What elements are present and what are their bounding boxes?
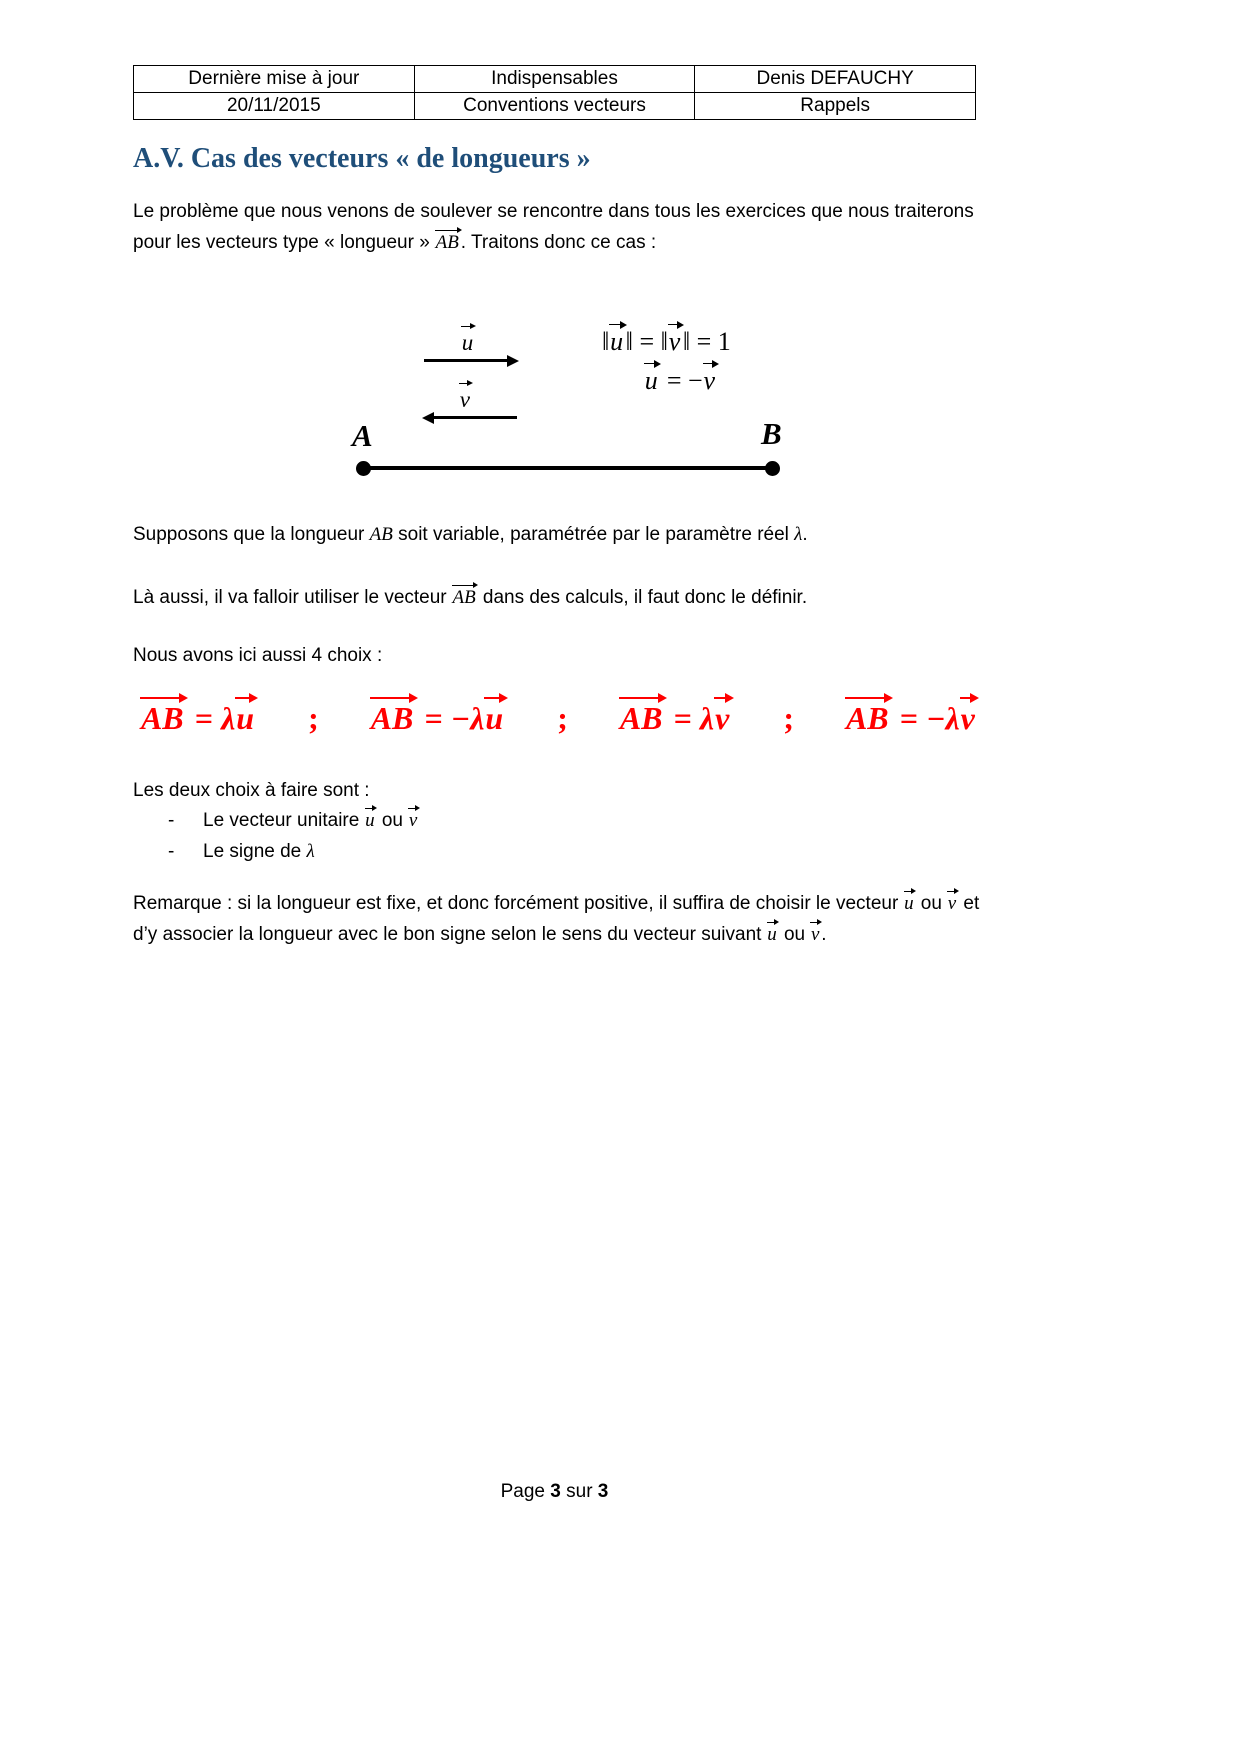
text-run: Supposons que la longueur bbox=[133, 524, 370, 545]
text-run: ou bbox=[376, 810, 409, 831]
header-author: Denis DEFAUCHY bbox=[695, 66, 976, 93]
page-total: 3 bbox=[597, 1481, 609, 1502]
vector-ab-notation: AB bbox=[370, 696, 417, 736]
text-run: d’y associer la longueur avec le bon signe selon le sens du vecteur suivant bbox=[133, 924, 767, 945]
header-row bbox=[134, 66, 976, 93]
separator: ; bbox=[308, 700, 319, 737]
lambda-symbol: λ bbox=[794, 524, 803, 545]
point-b-label: B bbox=[761, 416, 782, 451]
norm-equation bbox=[602, 323, 731, 357]
v-vector-symbol: v bbox=[668, 323, 683, 355]
coefficient: −λ bbox=[450, 700, 485, 737]
text-line bbox=[133, 919, 1123, 950]
header-date: 20/11/2015 bbox=[134, 93, 415, 120]
point-a-dot bbox=[356, 461, 371, 476]
vector-ab-notation: AB bbox=[452, 584, 478, 608]
separator: ; bbox=[783, 700, 795, 737]
text-run: . bbox=[821, 924, 827, 945]
vector-u-notation: u bbox=[484, 696, 506, 736]
equals-sign: = bbox=[665, 700, 700, 737]
vector-u-notation: u bbox=[365, 807, 377, 831]
intro-line2-post: . Traitons donc ce cas : bbox=[460, 232, 657, 253]
point-b-dot bbox=[765, 461, 780, 476]
equals-minus: = − bbox=[660, 366, 703, 396]
vector-v-notation: v bbox=[408, 807, 419, 831]
text-run: sur bbox=[560, 1481, 598, 1502]
coefficient: −λ bbox=[926, 700, 960, 737]
vector-v-notation: v bbox=[947, 890, 958, 914]
coefficient: λ bbox=[221, 700, 236, 737]
ab-symbol: AB bbox=[369, 524, 393, 545]
vector-ab-notation: AB bbox=[845, 696, 892, 736]
vector-v-notation: v bbox=[714, 696, 732, 736]
header-doc-title: Conventions vecteurs bbox=[414, 93, 695, 120]
text-run: dans des calculs, il faut donc le définir. bbox=[477, 587, 808, 608]
header-doc-type: Rappels bbox=[695, 93, 976, 120]
text-run: ou bbox=[915, 893, 948, 914]
choice-equation-3 bbox=[619, 696, 733, 741]
text-run: et bbox=[958, 893, 980, 914]
vector-ab-notation: AB bbox=[435, 229, 461, 253]
header-category: Indispensables bbox=[414, 66, 695, 93]
text-line bbox=[133, 888, 1123, 919]
choice-equation-1 bbox=[140, 696, 257, 741]
text-run: Remarque : si la longueur est fixe, et donc forcément positive, il suffira de choisir le vecteur bbox=[133, 893, 904, 914]
text-run: Le signe de bbox=[203, 841, 307, 862]
equals-sign: = bbox=[891, 700, 927, 737]
u-vector-symbol: u bbox=[609, 323, 625, 355]
text-run: . bbox=[802, 524, 808, 545]
opposite-equation bbox=[644, 362, 718, 396]
header-row bbox=[134, 93, 976, 120]
choice-equation-4 bbox=[845, 696, 978, 741]
bullet-dash: - bbox=[168, 841, 175, 862]
two-choices-intro bbox=[133, 775, 1123, 806]
point-a-label: A bbox=[352, 418, 373, 453]
header-table bbox=[133, 65, 976, 120]
text-line bbox=[133, 227, 1123, 258]
text-run: Les deux choix à faire sont : bbox=[133, 780, 370, 801]
intro-line1: Le problème que nous venons de soulever se rencontre dans tous les exercices que nous traiterons bbox=[133, 201, 974, 222]
norm-middle: ‖ = ‖ bbox=[625, 327, 668, 357]
equals-sign: = bbox=[416, 700, 451, 737]
text-run: Nous avons ici aussi 4 choix : bbox=[133, 645, 383, 666]
intro-line2-pre: pour les vecteurs type « longueur » bbox=[133, 232, 436, 253]
define-paragraph bbox=[133, 582, 1123, 613]
v-vector-label: v bbox=[459, 382, 472, 412]
separator: ; bbox=[557, 700, 568, 737]
text-run: Page bbox=[500, 1481, 551, 1502]
bullet-item-2 bbox=[168, 836, 315, 867]
variable-paragraph bbox=[133, 519, 1123, 550]
text-run: soit variable, paramétrée par le paramètre réel bbox=[392, 524, 795, 545]
vector-figure bbox=[340, 315, 810, 490]
lambda-symbol: λ bbox=[306, 841, 315, 862]
v-vector-arrow bbox=[433, 416, 517, 419]
norm-open: ‖ bbox=[602, 327, 610, 357]
header-last-update-label: Dernière mise à jour bbox=[134, 66, 415, 93]
text-run: Le vecteur unitaire bbox=[203, 810, 365, 831]
u-vector-arrow bbox=[424, 359, 508, 362]
vector-u-notation: u bbox=[235, 696, 257, 736]
vector-ab-notation: AB bbox=[140, 696, 187, 736]
v-vector-symbol: v bbox=[703, 362, 718, 394]
text-run: ou bbox=[778, 924, 811, 945]
bullet-dash: - bbox=[168, 810, 175, 831]
vector-v-notation: v bbox=[960, 696, 978, 736]
page-number: 3 bbox=[550, 1481, 561, 1502]
text-line bbox=[133, 196, 1123, 227]
equals-sign: = bbox=[186, 700, 222, 737]
text-run: Là aussi, il va falloir utiliser le vecteur bbox=[133, 587, 452, 608]
vector-v-notation: v bbox=[810, 921, 821, 945]
vector-ab-notation: AB bbox=[619, 696, 666, 736]
page-footer bbox=[133, 1481, 976, 1503]
equation-choices bbox=[140, 696, 978, 741]
u-vector-symbol: u bbox=[644, 362, 660, 394]
norm-close: ‖ = 1 bbox=[682, 327, 731, 357]
remark-paragraph bbox=[133, 888, 1123, 950]
intro-paragraph bbox=[133, 196, 1123, 258]
u-vector-label: u bbox=[461, 325, 475, 355]
vector-u-notation: u bbox=[767, 921, 779, 945]
bullet-item-1 bbox=[168, 805, 419, 836]
segment-ab bbox=[363, 466, 773, 470]
section-heading: A.V. Cas des vecteurs « de longueurs » bbox=[133, 143, 591, 174]
choices-lead-paragraph bbox=[133, 640, 1123, 671]
vector-u-notation: u bbox=[904, 890, 916, 914]
coefficient: λ bbox=[699, 700, 715, 737]
choice-equation-2 bbox=[370, 696, 507, 741]
